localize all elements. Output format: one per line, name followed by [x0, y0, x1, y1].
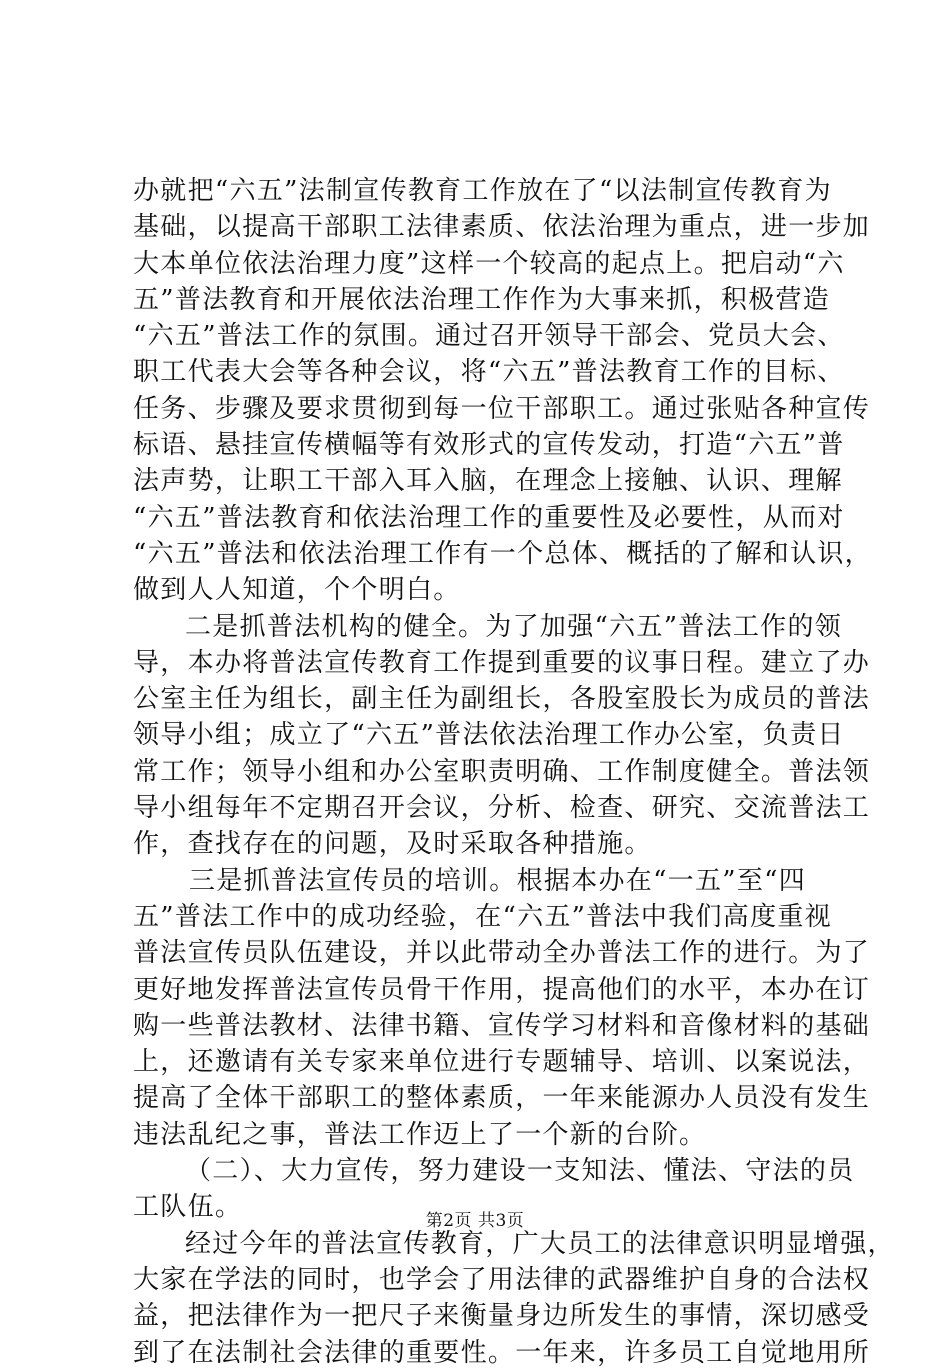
- text-line: 任务、步骤及要求贯彻到每一位干部职工。通过张贴各种宣传: [133, 393, 871, 424]
- text-line: 提高了全体干部职工的整体素质，一年来能源办人员没有发生: [133, 1083, 871, 1114]
- text-line: 五”普法工作中的成功经验，在“六五”普法中我们高度重视: [133, 901, 832, 932]
- text-line: 大本单位依法治理力度”这样一个较高的起点上。把启动“六: [133, 248, 845, 279]
- text-line: 标语、悬挂宣传横幅等有效形式的宣传发动，打造“六五”普: [133, 430, 845, 461]
- text-line: 导，本办将普法宣传教育工作提到重要的议事日程。建立了办: [133, 647, 871, 678]
- section-heading: （二）、大力宣传，努力建设一支知法、懂法、守法的员: [185, 1156, 855, 1187]
- text-line: 作，查找存在的问题，及时采取各种措施。: [133, 829, 652, 860]
- text-line: 导小组每年不定期召开会议，分析、检查、研究、交流普法工: [133, 793, 871, 824]
- text-line: 法声势，让职工干部入耳入脑，在理念上接触、认识、理解: [133, 466, 843, 497]
- paragraph-start: 二是抓普法机构的健全。为了加强“六五”普法工作的领: [185, 611, 843, 642]
- paragraph-start: 三是抓普法宣传员的培训。根据本办在“一五”至“四: [189, 865, 807, 896]
- text-line: 基础，以提高干部职工法律素质、依法治理为重点，进一步加: [133, 212, 871, 243]
- paragraph-start: 经过今年的普法宣传教育，广大员工的法律意识明显增强，: [185, 1228, 895, 1259]
- text-line: 公室主任为组长，副主任为副组长，各股室股长为成员的普法: [133, 684, 871, 715]
- text-line: 办就把“六五”法制宣传教育工作放在了“以法制宣传教育为: [133, 176, 832, 206]
- text-line: 更好地发挥普法宣传员骨干作用，提高他们的水平，本办在订: [133, 974, 871, 1005]
- body-text: [133, 173, 895, 1371]
- text-line: 工队伍。: [133, 1192, 243, 1223]
- text-line: 普法宣传员队伍建设，并以此带动全办普法工作的进行。为了: [133, 938, 871, 969]
- text-line: 领导小组；成立了“六五”普法依法治理工作办公室，负责日: [133, 720, 845, 751]
- text-line: 违法乱纪之事，普法工作迈上了一个新的台阶。: [133, 1119, 707, 1150]
- text-line: 上，还邀请有关专家来单位进行专题辅导、培训、以案说法，: [133, 1047, 871, 1078]
- text-line: 购一些普法教材、法律书籍、宣传学习材料和音像材料的基础: [133, 1010, 871, 1041]
- text-line: 职工代表大会等各种会议，将“六五”普法教育工作的目标、: [133, 357, 845, 388]
- text-line: 到了在法制社会法律的重要性。一年来，许多员工自觉地用所: [133, 1337, 871, 1368]
- text-line: “六五”普法和依法治理工作有一个总体、概括的了解和认识，: [133, 538, 872, 569]
- text-line: 大家在学法的同时，也学会了用法律的武器维护自身的合法权: [133, 1264, 871, 1295]
- text-line: 常工作；领导小组和办公室职责明确、工作制度健全。普法领: [133, 756, 871, 787]
- text-line: 五”普法教育和开展依法治理工作作为大事来抓，积极营造: [133, 284, 831, 315]
- text-line: “六五”普法工作的氛围。通过召开领导干部会、党员大会、: [133, 321, 845, 352]
- text-line: 益，把法律作为一把尺子来衡量身边所发生的事情，深切感受: [133, 1301, 871, 1332]
- text-line: “六五”普法教育和依法治理工作的重要性及必要性，从而对: [133, 502, 845, 533]
- page-number-footer: 第2页 共3页: [425, 1211, 525, 1231]
- text-line: 做到人人知道，个个明白。: [133, 575, 461, 606]
